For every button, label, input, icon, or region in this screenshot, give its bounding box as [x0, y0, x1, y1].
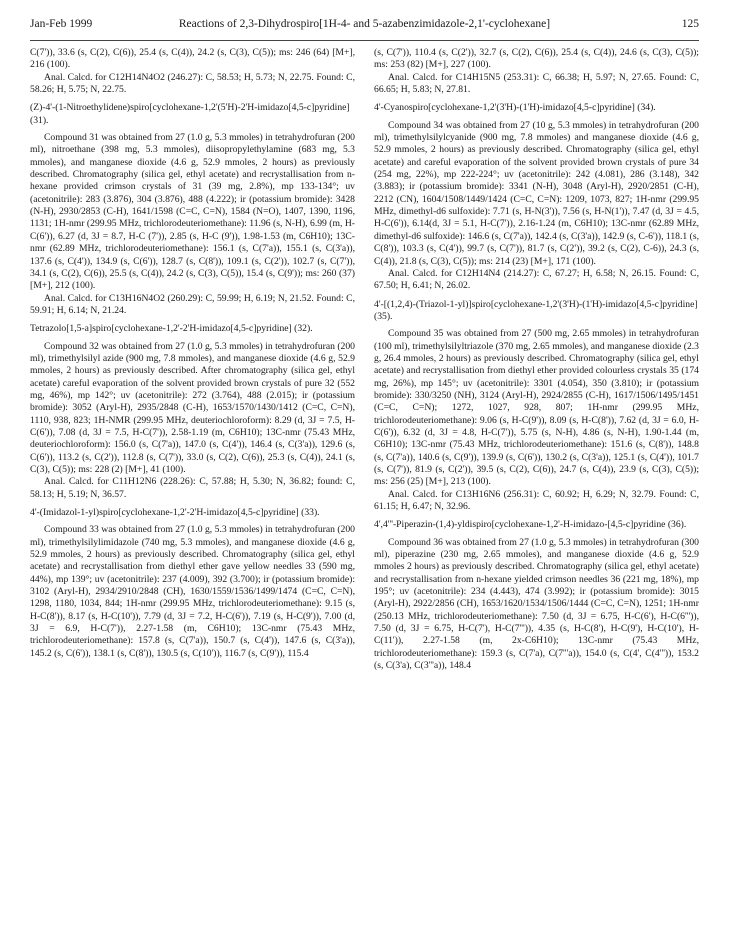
running-header: [30, 18, 699, 38]
continued-paragraph: C(7')), 33.6 (s, C(2), C(6)), 25.4 (s, C(4)), 24.2 (s, C(3), C(5)); ms: 246 (64) [M+], 216 (100).: [30, 47, 355, 71]
two-column-body: [30, 47, 699, 673]
procedure-paragraph: Compound 32 was obtained from 27 (1.0 g, 5.3 mmoles) in tetrahydrofuran (200 ml), trimethylsilyl azide (900 mg, 7.8 mmoles), and manganese dioxide (4.6 g, 52.9 mmoles, 2 hours) as previously described. After chromatography (silica gel, ethyl acetate) careful evaporation of the solvent provided brown crystals of pure 32 (552 mg, 46%), mp 142°; uv (acetonitrile): 272 (3.764), 488 (2.015); ir (potassium bromide): 3052 (Aryl-H), 2935/2848 (C-H), 1653/1570/1430/1412 (C=C, C=N), 1110, 938, 823; 1H-NMR (299.95 MHz, deuteriochloroform): 8.29 (d, 3J = 7.5, H-C(6')), 7.08 (d, 3J = 7.5, H-C(7')), 2.58-1.19 (m, C6H10); 13C-nmr (75.43 MHz, deuteriochloroform): 156.0 (s, C(7'a)), 147.0 (s, C(4')), 146.4 (s, C(3'a)), 129.6 (s, C(6')), 113.2 (s, C(2')), 112.8 (s, C(7')), 33.0 (s, C(2), C(6)), 25.3 (s, C(4)), 24.1 (s, C(3), C(5)); ms: 228 (2) [M+], 41 (100).: [30, 340, 355, 475]
compound-title: Tetrazolo[1,5-a]spiro[cyclohexane-1,2'-2'H-imidazo[4,5-c]pyridine] (32).: [30, 323, 313, 335]
analysis-paragraph: Anal. Calcd. for C14H15N5 (253.31): C, 66.38; H, 5.97; N, 27.65. Found: C, 66.65; H, 5.83; N, 27.81.: [374, 71, 699, 96]
continued-paragraph: (s, C(7')), 110.4 (s, C(2')), 32.7 (s, C(2), C(6)), 25.4 (s, C(4)), 24.6 (s, C(3), C(5)); ms: 253 (82) [M+], 227 (100).: [374, 47, 699, 71]
procedure-paragraph: Compound 36 was obtained from 27 (1.0 g, 5.3 mmoles) in tetrahydrofuran (300 ml), piperazine (230 mg, 2.65 mmoles), and manganese dioxide (4.6 g, 52.9 mmoles 2 hours) as previously described. Chromatography (silica gel, ethyl acetate) and recrystallisation from n-hexane yielded crimson needles 36 (221 mg, 18%), mp 195°; uv (acetonitrile): 234 (4.443), 474 (3.992); ir (potassium bromide): 3015 (Aryl-H), 2922/2856 (CH), 1653/1620/1534/1506/1444 (C=C, C=N), 1251; 1H-nmr (250.13 MHz, trichlorodeuteriomethane): 7.50 (d, 3J = 6.75, H-C(6'), H-C(6''')), 7.50 (d, 3J = 6.75, H-C(7'), H-C(7''')), 4.35 (s, H-C(8'), H-C(9'), H-C(10'), H-C(11')), 2.27-1.58 (m, 2x-C6H10); 13C-nmr (75.43 MHz, trichlorodeuteriomethane): 159.3 (s, C(7'a), C(7'''a)), 154.0 (s, C(4', C(4''')), 153.2 (s, C(3'a), C(3'''a)), 148.4: [374, 536, 699, 672]
header-rule: [30, 40, 699, 41]
left-column: [30, 47, 355, 673]
right-column: [374, 47, 699, 673]
analysis-paragraph: Anal. Calcd. for C12H14N4O2 (246.27): C, 58.53; H, 5.73; N, 22.75. Found: C, 58.26; H, 5.75; N, 22.75.: [30, 71, 355, 96]
compound-title: (Z)-4'-(1-Nitroethylidene)spiro[cyclohexane-1,2'(5'H)-2'H-imidazo[4,5-c]pyridine] (31).: [30, 102, 350, 126]
analysis-paragraph: Anal. Calcd. for C13H16N4O2 (260.29): C, 59.99; H, 6.19; N, 21.52. Found: C, 59.91; H, 6.14; N, 21.24.: [30, 292, 355, 316]
analysis-paragraph: Anal. Calcd. for C13H16N6 (256.31): C, 60.92; H, 6.29; N, 32.79. Found: C, 61.15; H, 6.47; N, 32.96.: [374, 488, 699, 513]
compound-title: 4'-[(1,2,4)-(Triazol-1-yl)]spiro[cyclohexane-1,2'(3'H)-(1'H)-imidazo[4,5-c]pyridine] (35).: [374, 298, 698, 322]
issue-date: Jan-Feb 1999: [30, 18, 93, 30]
analysis-paragraph: Anal. Calcd. for C12H14N4 (214.27): C, 67.27; H, 6.58; N, 26.15. Found: C, 67.50; H, 6.41; N, 26.02.: [374, 267, 699, 292]
procedure-paragraph: Compound 34 was obtained from 27 (10 g, 5.3 mmoles) in tetrahydrofuran (200 ml), trimethylsilylcyanide (900 mg, 7.8 mmoles) and manganese dioxide (4.6 g, 52.9 mmoles, 2 hours) as previously described. Chromatography (silica gel, ethyl acetate) and careful evaporation of the solvent provided brown crystals of pure 34 (254 mg, 22%), mp 222-224°; uv (acetonitrile): 242 (4.081), 286 (3.148), 342 (3.883); ir (potassium bromide): 3341 (N-H), 3048 (Aryl-H), 2920/2851 (C-H), 2212 (CN), 1604/1508/1449/1424 (C=C, C=N): 1209, 1073, 827; 1H-nmr (299.95 MHz, dimethyl-d6 sulfoxide): 7.71 (s, H-N(3')), 7.56 (s, H-N(1')), 7.47 (d, 3J = 4.5, H-C(6')), 6.14(d, 3J = 5.1, H-C(7')), 2.16-1.24 (m, C6H10); 13C-nmr (62.89 MHz, dimethyl-d6 sulfoxide): 146.6 (s, C(7'a)), 142.4 (s, C(3'a)), 142.9 (s, C-6')), 118.1 (s, C(8')), 103.3 (s, C(4')), 99.7 (s, C(7')), 81.7 (s, C(2')), 39.2 (s, C(2), C-6)), 24.3 (s, C(4)), 21.8 (s, C(3), C(5)); ms: 214 (23) [M+], 171 (100).: [374, 119, 699, 267]
analysis-paragraph: Anal. Calcd. for C11H12N6 (228.26): C, 57.88; H, 5.30; N, 36.82; found: C, 58.13; H, 5.19; N, 36.57.: [30, 476, 355, 500]
page-number: 125: [681, 18, 699, 30]
procedure-paragraph: Compound 35 was obtained from 27 (500 mg, 2.65 mmoles) in tetrahydrofuran (100 ml), trimethylsilyltriazole (370 mg, 2.65 mmoles), and manganese dioxide (2.3 g, 26.4 mmoles, 2 hours) as previously described. Chromatography (silica gel, ethyl acetate) and recrystallisation from diethyl ether provided colourless crystals 35 (174 mg, 26%), mp 145°; uv (acetonitrile): 3301 (4.054), 350 (3.810); ir (potassium bromide): 330/3250 (NH), 3124 (Aryl-H), 2924/2855 (C-H), 1617/1506/1495/1451 (C=C, C=N); 1272, 1027, 928, 807; 1H-nmr (299.95 MHz, trichlorodeuteriomethane): 9.06 (s, H-C(9')), 8.09 (s, H-C(8')), 7.62 (d, 3J = 6.0, H- C(6')), 6.32 (d, 3J = 4.8, H-C(7')), 5.75 (s, N-H), 4.86 (s, N-H), 1.90-1.44 (m, C6H10); 13C-nmr (75.43 MHz, trichlorodeuteriomethane): 151.6 (s, C(8')), 148.8 (s, C(7'a)), 140.6 (s, C(9')), 139.9 (s, C(6')), 130.2 (s, C(3'a)), 125.1 (s, C(4')), 101.7 (s, C(7')), 81.9 (s, C(2')), 39.5 (s, C(2), C(6)), 24.7 (s, C(4)), 23.9 (s, C(3), C(5)); ms: 256 (25) [M+], 213 (100).: [374, 328, 699, 488]
procedure-paragraph: Compound 31 was obtained from 27 (1.0 g, 5.3 mmoles) in tetrahydrofuran (200 ml), nitroethane (398 mg, 5.3 mmoles), diisopropylethylamine (683 mg, 5.3 mmoles), and manganese dioxide (4.6 g, 52.9 mmoles, 2 hours) as previously described. Chromatography (silica gel, ethyl acetate) and recrystallisation from n-hexane provided crimson crystals of 31 (39 mg, 2.8%), mp 133-134°; uv (acetonitrile): 283 (3.876), 304 (3.876), 488 (4.222); ir (potassium bromide): 3428 (N-H), 2930/2853 (C-H), 1641/1598 (C=C, C=N), 1584 (N=O), 1407, 1390, 1196, 1131; 1H-nmr (299.95 MHz, trichlorodeuteriomethane): 11.96 (s, N-H), 6.99 (m, H-C(6')), 6.27 (d, 3J = 8.7, H-C (7')), 2.85 (s, H-C (9')), 1.98-1.53 (m, C6H10); 13C-nmr (62.89 MHz, trichlorodeuteriomethane): 156.1 (s, C(7'a)), 155.1 (s, C(3'a)), 137.6 (s, C(4')), 134.9 (s, C(6')), 128.7 (s, C(8')), 109.1 (s, C(2')), 102.7 (s, C(7')), 34.1 (s, C(2), C(6)), 25.5 (s, C(4)), 24.2 (s, C(3), C(5)), 15.4 (s, C(9')); ms: 260 (37) [M+], 212 (100).: [30, 132, 355, 292]
procedure-paragraph: Compound 33 was obtained from 27 (1.0 g, 5.3 mmoles) in tetrahydrofuran (200 ml), trimethylsilylimidazole (740 mg, 5.3 mmoles), and manganese dioxide (4.6 g, 52.9 mmoles, 2 hours) as previously described. Chromatography (silica gel, ethyl acetate) and recrystallisation from diethyl ether gave yellow needles 33 (590 mg, 44%), mp 139°; uv (acetonitrile): 237 (4.009), 392 (3.700); ir (potassium bromide): 3102 (Aryl-H), 2934/2910/2848 (CH), 1630/1559/1536/1499/1474 (C=C, C=N), 1298, 1180, 1034, 844; 1H-nmr (299.95 MHz, trichlorodeuteriomethane): 9.15 (s, H-C(8')), 8.17 (s, H-C(10')), 7.79 (d, 3J = 7.2, H-C(6')), 7.19 (s, H-C(9')), 7.00 (d, 3J = 6.9, H-C(7')), 2.27-1.58 (m, C6H10); 13C-nmr (75.43 MHz, trichlorodeuteriomethane): 157.8 (s, C(7'a)), 150.7 (s, C(4')), 147.6 (s, C(3'a)), 145.2 (s, C(6')), 138.1 (s, C(8')), 130.5 (s, C(10')), 116.7 (s, C(9')), 115.4: [30, 524, 355, 659]
running-title: Reactions of 2,3-Dihydrospiro[1H-4- and 5-azabenzimidazole-2,1'-cyclohexane]: [178, 18, 551, 30]
compound-title: 4',4'''-Piperazin-(1,4)-yldispiro[cyclohexane-1,2'-H-imidazo-[4,5-c]pyridine (36).: [374, 519, 687, 531]
compound-title: 4'-Cyanospiro[cyclohexane-1,2'(3'H)-(1'H)-imidazo[4,5-c]pyridine] (34).: [374, 102, 656, 114]
compound-title: 4'-(Imidazol-1-yl)spiro[cyclohexane-1,2'-2'H-imidazo[4,5-c]pyridine] (33).: [30, 507, 320, 519]
